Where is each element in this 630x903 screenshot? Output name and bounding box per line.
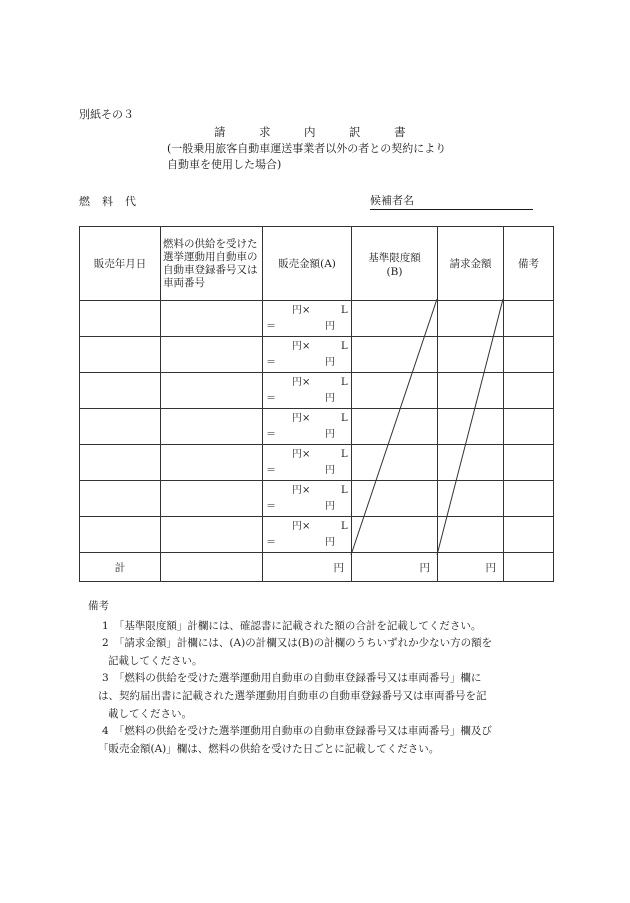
title-char: 請 [214,125,226,139]
total-vehicle-cell [161,553,263,582]
claim-amount-cell [438,409,504,445]
unit-price-line [292,411,348,426]
note-3-line1: 3 「燃料の供給を受けた選挙運動用自動車の自動車登録番号又は車両番号」欄に [102,672,482,685]
title-char: 求 [259,125,271,139]
equals-label: ＝ [266,501,276,512]
liter-label: L [341,377,348,388]
title-char: 内 [304,125,316,139]
invoice-breakdown-table [79,226,554,582]
fuel-char: 燃 [79,195,90,208]
vehicle-number-cell[interactable] [161,373,263,409]
vehicle-number-cell[interactable] [161,445,263,481]
table-header-row [80,227,554,301]
annex-label: 別紙その３ [79,108,134,121]
yen-label: 円 [325,357,335,368]
column-header-standard-limit [352,227,438,301]
remarks-cell[interactable] [504,517,554,553]
liter-label: L [341,485,348,496]
sale-amount-cell[interactable] [263,409,352,445]
total-sale-amount[interactable] [263,553,352,582]
equals-label: ＝ [266,537,276,548]
yen-label: 円 [325,465,335,476]
yen-per-label: 円× [292,305,311,316]
standard-limit-label: 基準限度額 [368,252,421,264]
equals-label: ＝ [266,357,276,368]
document-subtitle-line2: 自動車を使用した場合) [167,158,282,171]
title-char: 書 [394,125,406,139]
standard-limit-cell [352,481,438,517]
unit-price-line [292,519,348,534]
total-claim-yen: 円 [485,561,496,574]
vehicle-number-cell[interactable] [161,301,263,337]
yen-per-label: 円× [292,449,311,460]
notes-section [88,598,558,758]
claim-amount-cell [438,445,504,481]
amount-line [266,319,335,334]
equals-label: ＝ [266,429,276,440]
amount-line [266,391,335,406]
sale-date-cell[interactable] [80,409,161,445]
sale-date-cell[interactable] [80,517,161,553]
title-char: 訳 [349,125,361,139]
table-row [80,481,554,517]
claim-amount-cell [438,337,504,373]
total-claim-amount[interactable] [438,553,504,582]
table-total-row [80,553,554,582]
table-row [80,301,554,337]
note-3-line3: 載してください。 [108,707,192,720]
yen-per-label: 円× [292,521,311,532]
sale-date-cell[interactable] [80,337,161,373]
unit-price-line [292,483,348,498]
sale-date-cell[interactable] [80,481,161,517]
remarks-cell[interactable] [504,445,554,481]
total-limit-yen: 円 [419,561,430,574]
remarks-cell[interactable] [504,301,554,337]
standard-limit-cell [352,301,438,337]
equals-label: ＝ [266,465,276,476]
total-sale-yen: 円 [333,561,344,574]
notes-heading: 備考 [88,600,109,612]
unit-price-line [292,339,348,354]
sale-amount-cell[interactable] [263,517,352,553]
liter-label: L [341,413,348,424]
standard-limit-cell [352,337,438,373]
sale-amount-cell[interactable] [263,481,352,517]
table-row [80,337,554,373]
fuel-cost-heading [79,193,136,209]
note-3-line2: は、契約届出書に記載された選挙運動用自動車の自動車登録番号又は車両番号を記 [98,689,487,702]
table-row [80,409,554,445]
amount-line [266,427,335,442]
yen-per-label: 円× [292,413,311,424]
sale-amount-cell[interactable] [263,301,352,337]
total-remarks-cell [504,553,554,582]
standard-limit-cell [352,445,438,481]
vehicle-number-cell[interactable] [161,481,263,517]
sale-date-cell[interactable] [80,301,161,337]
yen-label: 円 [325,429,335,440]
amount-line [266,535,335,550]
liter-label: L [341,305,348,316]
remarks-cell[interactable] [504,337,554,373]
yen-label: 円 [325,321,335,332]
candidate-name-field[interactable]: 候補者名 [370,192,533,210]
sale-date-cell[interactable] [80,373,161,409]
column-header-vehicle-number: 燃料の供給を受けた選挙運動用自動車の自動車登録番号又は車両番号 [161,227,263,301]
yen-label: 円 [325,537,335,548]
equals-label: ＝ [266,321,276,332]
claim-amount-cell [438,517,504,553]
amount-line [266,463,335,478]
table-row [80,445,554,481]
note-4-line2: 「販売金額(A)」欄は、燃料の供給を受けた日ごとに記載してください。 [98,742,440,755]
fuel-char: 料 [102,195,113,208]
vehicle-number-cell[interactable] [161,337,263,373]
standard-limit-b-label: (B) [386,266,403,278]
sale-amount-cell[interactable] [263,337,352,373]
table-row [80,517,554,553]
remarks-cell[interactable] [504,373,554,409]
claim-amount-cell [438,301,504,337]
note-1: 1 「基準限度額」計欄には、確認書に記載された額の合計を記載してください。 [102,619,482,632]
total-label: 計 [80,553,161,582]
table-row [80,373,554,409]
unit-price-line [292,303,348,318]
standard-limit-cell [352,373,438,409]
vehicle-number-cell[interactable] [161,517,263,553]
sale-amount-cell[interactable] [263,373,352,409]
column-header-claim-amount: 請求金額 [438,227,504,301]
remarks-cell[interactable] [504,481,554,517]
yen-per-label: 円× [292,485,311,496]
equals-label: ＝ [266,393,276,404]
remarks-cell[interactable] [504,409,554,445]
sale-amount-cell[interactable] [263,445,352,481]
liter-label: L [341,341,348,352]
column-header-remarks: 備考 [504,227,554,301]
yen-label: 円 [325,501,335,512]
document-subtitle-line1: (一般乗用旅客自動車運送事業者以外の者との契約により [167,142,447,155]
claim-amount-cell [438,373,504,409]
unit-price-line [292,447,348,462]
column-header-sale-date: 販売年月日 [80,227,161,301]
total-standard-limit[interactable] [352,553,438,582]
note-4-line1: 4 「燃料の供給を受けた選挙運動用自動車の自動車登録番号又は車両番号」欄及び [102,725,492,738]
liter-label: L [341,449,348,460]
unit-price-line [292,375,348,390]
claim-amount-cell [438,481,504,517]
vehicle-number-cell[interactable] [161,409,263,445]
note-2-line2: 記載してください。 [108,654,203,667]
yen-per-label: 円× [292,377,311,388]
fuel-char: 代 [125,195,136,208]
liter-label: L [341,521,348,532]
amount-line [266,355,335,370]
standard-limit-cell [352,517,438,553]
amount-line [266,499,335,514]
yen-label: 円 [325,393,335,404]
yen-per-label: 円× [292,341,311,352]
sale-date-cell[interactable] [80,445,161,481]
standard-limit-cell [352,409,438,445]
document-title [214,124,406,140]
column-header-sale-amount: 販売金額(A) [263,227,352,301]
note-2-line1: 2 「請求金額」計欄には、(A)の計欄又は(B)の計欄のうちいずれか少ない方の額を [102,637,493,650]
